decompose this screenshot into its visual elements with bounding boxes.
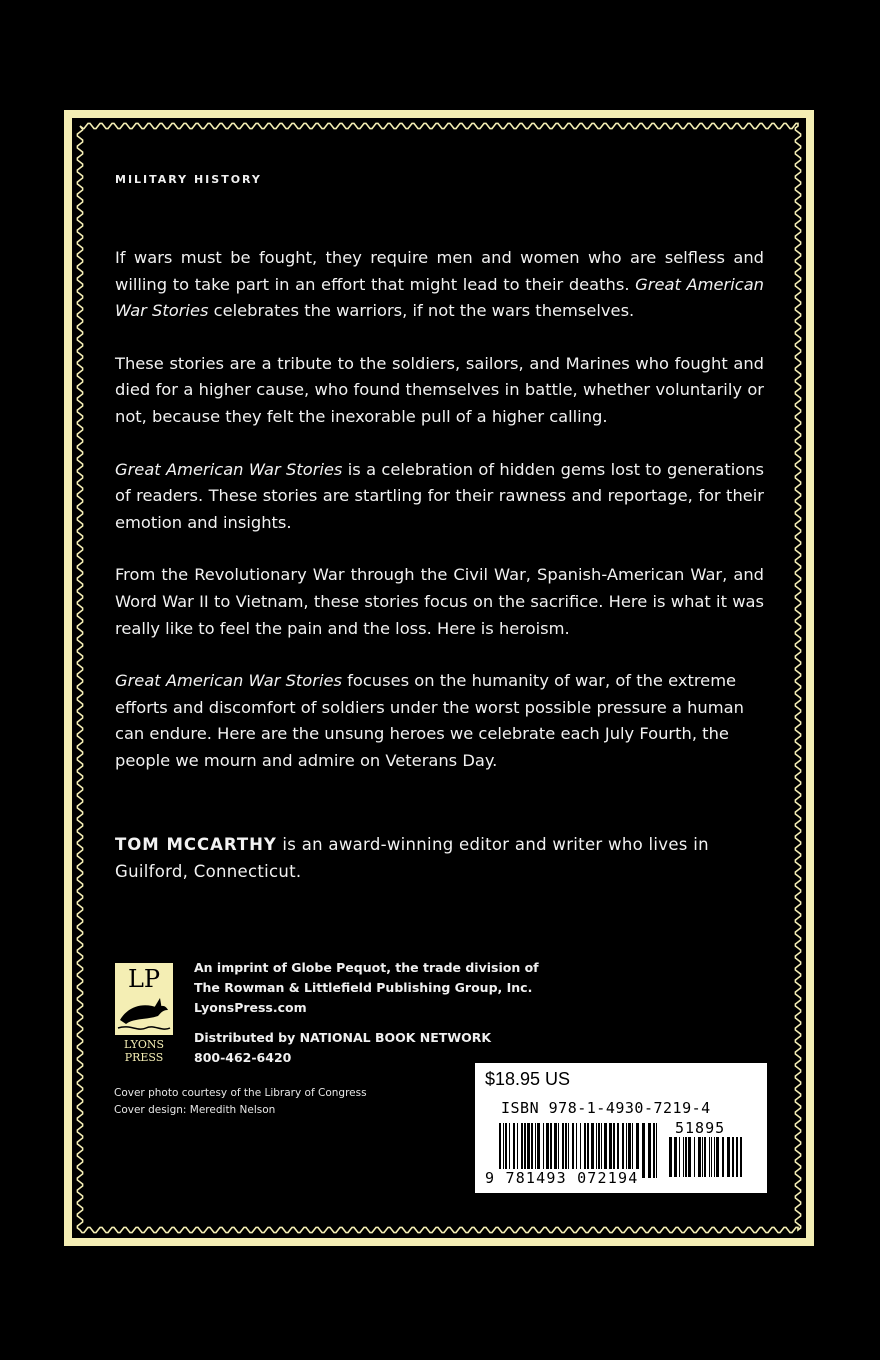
- barcode-bar: [642, 1123, 645, 1178]
- blurb-paragraph: From the Revolutionary War through the Civil War, Spanish-American War, and Word War II to Vietnam, these stories focus on the sacrifice. Here is what it was really like to feel the pain and the loss. Here is heroism.: [115, 565, 764, 638]
- imprint-text: An imprint of Globe Pequot, the trade division of The Rowman & Littlefield Publishing Group, Inc. LyonsPress.com: [194, 958, 539, 1018]
- isbn-label: ISBN 978-1-4930-7219-4: [501, 1099, 711, 1117]
- addon-barcode-bars: [669, 1137, 745, 1177]
- barcode-bar: [704, 1137, 706, 1177]
- barcode-digits: 9 781493 072194: [485, 1169, 639, 1187]
- barcode-bar: [648, 1123, 651, 1178]
- barcode-bar: [716, 1137, 719, 1177]
- barcode-bar: [732, 1137, 734, 1177]
- publisher-website: LyonsPress.com: [194, 1000, 307, 1015]
- barcode-bar: [709, 1137, 710, 1177]
- cover-credits: Cover photo courtesy of the Library of Congress Cover design: Meredith Nelson: [114, 1087, 367, 1116]
- category-label: MILITARY HISTORY: [115, 173, 262, 186]
- blurb-paragraph: If wars must be fought, they require men and women who are selfless and willing to take part in an effort that might lead to their deaths. Great American War Stories celebrates the warriors, if not the wars themselves.: [115, 248, 764, 321]
- barcode-bar: [698, 1137, 701, 1177]
- price-label: $18.95 US: [485, 1069, 571, 1089]
- barcode-bar: [736, 1137, 738, 1177]
- barcode-bar: [694, 1137, 695, 1177]
- barcode-bar: [656, 1123, 657, 1178]
- barcode-panel: [475, 1063, 767, 1193]
- author-name: TOM MCCARTHY: [115, 835, 277, 854]
- blurb-paragraph: Great American War Stories is a celebration of hidden gems lost to generations of readers. These stories are startling for their rawness and reportage, for their emotion and insights.: [115, 459, 764, 532]
- barcode-bar: [653, 1123, 655, 1178]
- distribution-text: Distributed by NATIONAL BOOK NETWORK 800-462-6420: [194, 1028, 491, 1068]
- svg-text:LP: LP: [127, 965, 161, 993]
- phone-number: 800-462-6420: [194, 1050, 292, 1065]
- barcode-bar: [714, 1137, 715, 1177]
- barcode-bar: [722, 1137, 724, 1177]
- barcode-bar: [740, 1137, 742, 1177]
- barcode-bar: [702, 1137, 703, 1177]
- lyons-press-logo: [114, 962, 174, 1062]
- blurb-paragraph: These stories are a tribute to the soldiers, sailors, and Marines who fought and died for a higher cause, who found themselves in battle, whether voluntarily or not, because they felt the inexorable pull of a higher calling.: [115, 353, 764, 426]
- barcode-bar: [669, 1137, 672, 1177]
- blurb: [115, 245, 764, 801]
- barcode-bar: [685, 1137, 687, 1177]
- svg-text:LYONS: LYONS: [123, 1038, 165, 1051]
- svg-text:PRESS: PRESS: [124, 1051, 164, 1062]
- author-bio: TOM MCCARTHY is an award-winning editor and writer who lives in Guilford, Connecticut.: [115, 835, 709, 881]
- barcode-bar: [683, 1137, 684, 1177]
- barcode-bar: [688, 1137, 691, 1177]
- barcode-bar: [674, 1137, 677, 1177]
- price-addon-label: 51895: [675, 1119, 726, 1137]
- blurb-paragraph: Great American War Stories focuses on the humanity of war, of the extreme efforts and discomfort of soldiers under the worst possible pressure a human can endure. Here are the unsung heroes we celebrate each July Fourth, the people we mourn and admire on Veterans Day.: [115, 671, 744, 770]
- barcode-bar: [679, 1137, 680, 1177]
- barcode-bar: [711, 1137, 712, 1177]
- barcode-bar: [727, 1137, 730, 1177]
